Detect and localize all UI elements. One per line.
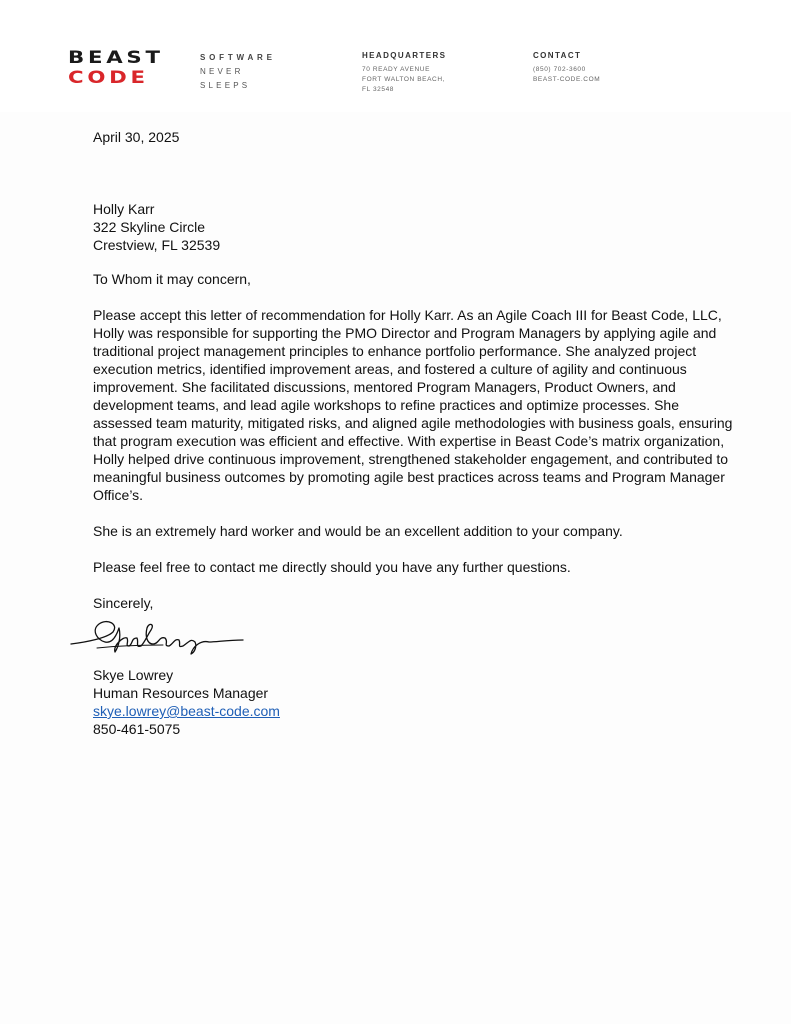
logo-line-2: CODE [68, 68, 149, 88]
headquarters-block [362, 50, 446, 95]
recipient-city: Crestview, FL 32539 [93, 237, 221, 253]
closing: Sincerely, [93, 595, 154, 611]
contact-phone: (850) 702-3600 [533, 66, 586, 73]
recipient-address [93, 200, 733, 254]
hq-address-line: FORT WALTON BEACH, [362, 76, 446, 83]
hq-address-line: 70 READY AVENUE [362, 66, 431, 73]
letter-body [93, 128, 733, 738]
endorsement-paragraph: She is an extremely hard worker and would be an excellent addition to your company. [93, 523, 623, 539]
hq-address-line: FL 32548 [362, 86, 395, 93]
tagline-line-1: SOFTWARE [200, 53, 276, 62]
contact-website: BEAST-CODE.COM [533, 76, 601, 83]
signer-phone: 850-461-5075 [93, 721, 181, 737]
contact-block [533, 50, 600, 85]
headquarters-title: HEADQUARTERS [362, 51, 447, 60]
beast-code-logo [68, 50, 184, 90]
tagline-line-2: NEVER [200, 67, 244, 76]
tagline-line-3: SLEEPS [200, 81, 251, 90]
letter-date: April 30, 2025 [93, 129, 180, 145]
letterhead [0, 0, 791, 112]
company-tagline [200, 51, 276, 93]
recommendation-paragraph: Please accept this letter of recommendation for Holly Karr. As an Agile Coach III for Beast Code, LLC, Holly was responsible for supporting the PMO Director and Program Managers by applying agile and traditional project management principles to enhance portfolio performance. She analyzed project execution metrics, identified improvement areas, and fostered a culture of agility and continuous improvement. She facilitated discussions, mentored Program Managers, Product Owners, and development teams, and lead agile workshops to refine practices and optimize processes. She assessed team maturity, mitigated risks, and aligned agile methodologies with business goals, ensuring that program execution was efficient and effective. With expertise in Beast Code’s matrix organization, Holly helped drive continuous improvement, strengthened stakeholder engagement, and contributed to meaningful business outcomes by promoting agile best practices across teams and Program Manager Office’s. [93, 307, 733, 503]
signer-name: Skye Lowrey [93, 667, 174, 683]
signer-title: Human Resources Manager [93, 685, 269, 701]
handwritten-signature [67, 612, 247, 658]
salutation: To Whom it may concern, [93, 271, 251, 287]
recipient-street: 322 Skyline Circle [93, 219, 206, 235]
signer-block [93, 666, 733, 738]
contact-title: CONTACT [533, 51, 582, 60]
logo-line-1: BEAST [68, 48, 164, 68]
signer-email-link[interactable]: skye.lowrey@beast-code.com [93, 703, 280, 719]
contact-invitation-paragraph: Please feel free to contact me directly should you have any further questions. [93, 559, 571, 575]
recipient-name: Holly Karr [93, 201, 155, 217]
